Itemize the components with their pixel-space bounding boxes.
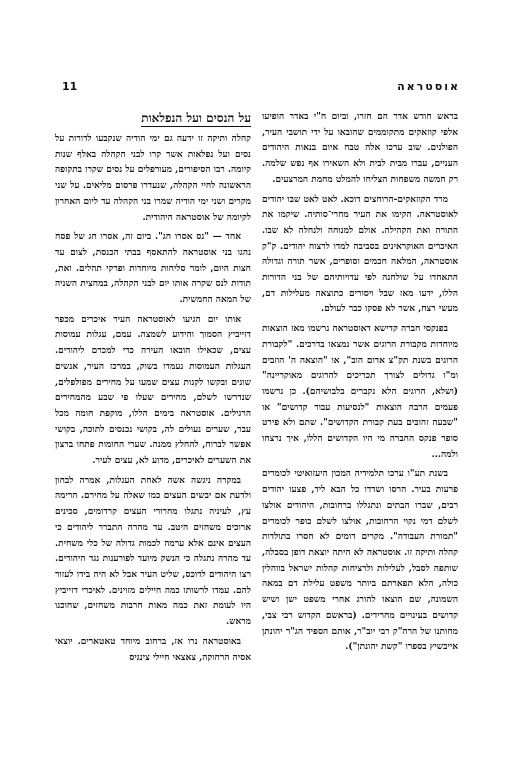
section-heading [55,110,251,126]
body-paragraph: בפנקסי חברה קדישא דאוסטראה נרשמו מאז הוצאות מיוחדות מקבורת הרוגים אשר נמצאו בדרכים. "לקבורת הרוגים בשנת תק"צ אדום הוב", או "הוצאה ה' הוזבים ומ"ו גדולים לצורך תכריכים להרוגים מאוקריינה" (ושלא, הרוגים הלא נקברים בלבושיהם). כן נרשמו פעמים הרבה הוצאות "לנסיעות עבור קדושים" או "שבעה זהובים בעת קבורת הקדושים". שתם ולא פירט סופר פנקס החברה מי היו הקדושים הללו, איך נרצחו ולמה... [262,324,458,460]
body-paragraph: בראש חודש אדר הם חזרו, וביום ח"י באדר הופיעו אלפי קוזאקים מתקוממים שהובאו על ידי תושבי העיר, הפולנים. שוב ערכו אלה טבח איום בנאות היהודים העניים, עברו מבית לבית ולא השאירו אף נפש שלמה. רק חמשה משפחות הצליחו להמלט מחמת המרצעים. [262,112,458,185]
body-paragraph: באוסטראה נרו אז, ברחוב מיוחד טאטארים. יוצאי אסיה הרחוקה, צאצאי חיילי צינגיס [55,636,251,663]
running-title: אוסטראה [397,80,460,93]
left-column [55,110,251,710]
body-paragraph: בשנת תע"ו ערכו תלמידיה המכון היעזואיטי לכומרים פרעות בעיר. הרסו ושדדו כל הבא ליד, פצעו יהודים רבים, שברו הבתים ונתגללו ברחובות, היהודים אולצו לשלם דמי נקוי הרחובות, אולצו לשלם כופר לכומרים "תמורת העבודה". מקרים דומים לא חסרו בתולדות קהלה ותיקה זו. אוסטראה לא היתה יוצאת דופן בסבלה, שותפה לסבל, לעלילות ולרציחות קהלות ישראל בווהלין כולה, הלא תפארתם ביותר משפט עלילת דם במאה השמונה, שם הוצאו להורג אחרי משפט ישן ושיש קדושים בעינויים מחרידים. (בראשם הקדוש רבי צבי, מחותנו של הרה"ק רבי יוב"ר, אותם הספיד הג"ר יהונתן אייבשיץ בספרו "קשת יהונתן"). [262,469,458,653]
page-header [62,80,460,96]
body-paragraph: אותו יום הגיעו לאוסטראה העיר איכרים מכפר דזייביץ הסמוך והידוע לשמצה. עמם, עגלות עמוסות עצים, שכאילו הובאו העירה כדי למכרם ליהודים. העגלות העמוסות נעמדו בשוק, במרכז העיר, אנשים שונים ובקשו לקנות עצים שמעו על מחירים מפולפלים, שנדרשו לשלם, מחירים שעלו פי שבע מהמחירים הרגילים. אוסטראה בימים הללו, מוקפת חומה מכל עבר, שערים נעולים לה, בקושי נכנסים לתוכה, בקושי אפשר לברוח, להחלץ ממנה. שערי החומות פתחו ברצון את השערים לאיכרים, מדוע לא, עצים לעיר. [55,314,251,467]
body-paragraph: מרד הקוזאקים-הרוחצים דוכא. לאט לאט שבו יהודים לאוסטראה. הקימו את העיר מחרי־סותיה. שיקמו את התורה ואת הקהילה. אולם למנוחה ולנחלה לא שבו. האיכרים האוקראינים בסביבה למדו לרצוח יהודים. ק"ק אוסטראה, המלאה חכמים וסופרים, אשר תורה וגדולה התאחדו על שולחנה לפי עדויותיהם של בני הדורות הללו, ידעו מאז שבל ויסורים כתוצאה מעלילות דם, מעשי רצח, אשר לא פסקו כבר לעולם. [262,194,458,315]
body-paragraph: במקרה ניגשה אשה לאחת העגלות, אמרה לבחון ולדעת אם יבשים העצים כמו שאלה על מחירם. הרימה עץ, לעיניה נתגלו מחרורי העצים קרדומים, סכינים ארוכים משחזים היטב. עד מהרה התברר ליהודים כי העצים אינם אלא ערמה לכמות גדולה של כלי משחית. עד מהרה נתגלה כי הנשק מיועד לפורענות נגד היהודים. רצו היהודים לדוכס, שליט העיר אבל לא היה בידו לעזור להם. עמדו לרשותו כמה חיילים מזוינים. לאיכרי דזייביץ היו לעומת זאת כמה מאות חרבות משחזים, שחוכנו מראש. [55,475,251,628]
page-number: 11 [62,80,78,93]
body-paragraph: קהלה ותיקה זו ידעה גם ימי הודיה שנקבעו לדורות על נסים ועל נפלאות אשר קרו לבני הקהלה באלף שנות קיומה. רבו הסיפורים, מעורפלים על נסים שקרו בתקופה הראשונה לחיי הקהלה, שנעדרו פרסום מליאים. על שני מקרים ושני ימי הודיה שמרו בני הקהלה עד ליום האחרון לקיומה של אוסטראה היהודית. [55,134,251,223]
section-heading-text: על הנסים ועל הנפלאות [141,111,251,125]
right-column [262,110,458,710]
body-paragraph: אחד — "נס אסרו חג". ביום זה, אסרו חג של פסח נהגו בני אוסטראה להתאסף בבתי הכנסת, לצום עד חצות היום, לומר סליחות מיוחדות ופרקי תהלים. ואת, תודות לנס שקרה אותו יום לבני הקהלה, במחצית השניה של המאה החמשית. [55,232,251,306]
